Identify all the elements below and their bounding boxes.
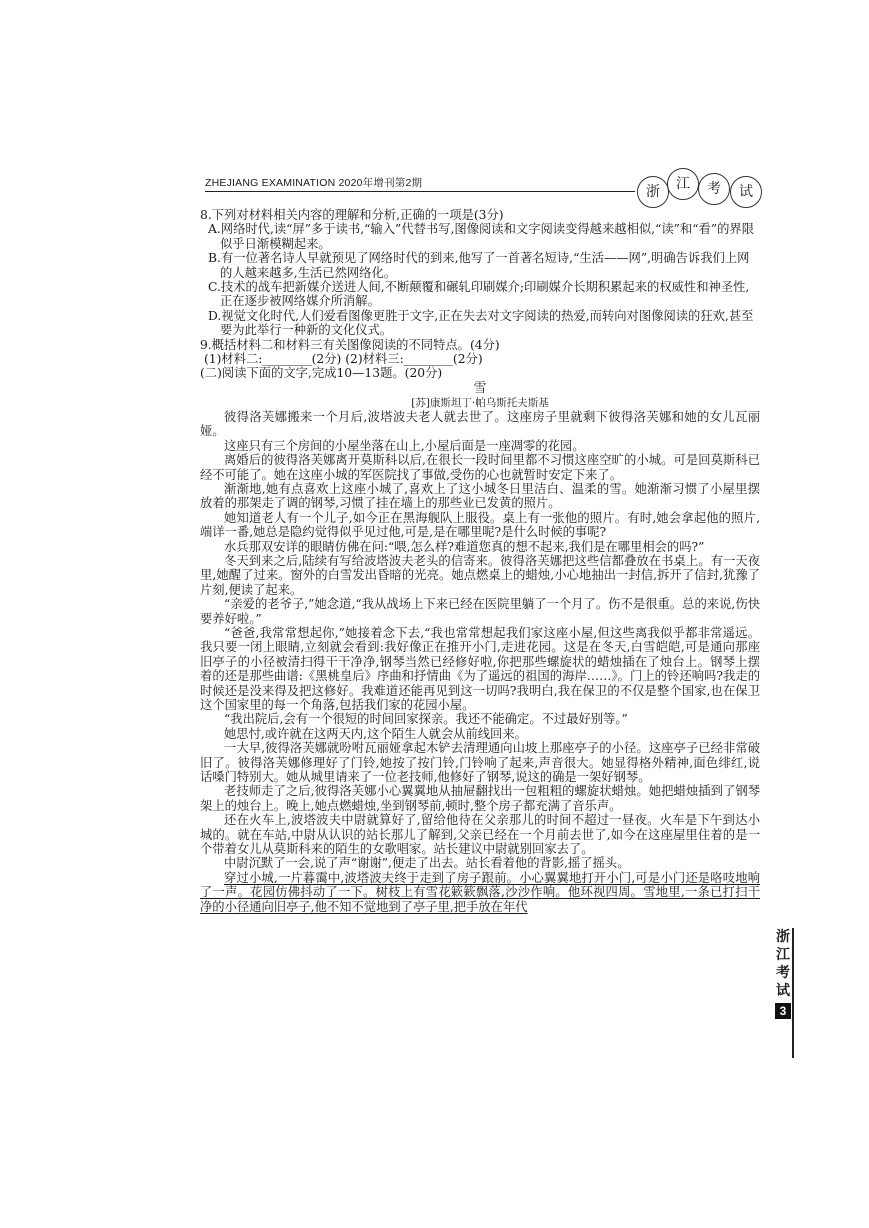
- story-paragraph: “亲爱的老爷子,”她念道,“我从战场上下来已经在医院里躺了一个月了。伤不是很重。总的来说,伤快要养好啦。”: [200, 597, 760, 626]
- story-paragraph: 她知道老人有一个儿子,如今正在黑海舰队上服役。桌上有一张他的照片。有时,她会拿起他的照片,端详一番,她总是隐约觉得似乎见过他,可是,是在哪里呢?是什么时候的事呢?: [200, 510, 760, 540]
- story-title: 雪: [473, 380, 487, 396]
- story-paragraph: 老技师走了之后,彼得洛芙娜小心翼翼地从抽屉翻找出一包粗粗的螺旋状蜡烛。她把蜡烛插到了钢琴架上的烛台上。晚上,她点燃蜡烛,坐到钢琴前,顿时,整个房子都充满了音乐声。: [200, 784, 760, 813]
- story-paragraph: 她思忖,或许就在这两天内,这个陌生人就会从前线回来。: [224, 726, 527, 741]
- story-paragraph-underlined: 穿过小城,一片暮霭中,波塔波夫终于走到了房子跟前。小心翼翼地打开小门,可是小门还是咯吱地响了一声。花园仿佛抖动了一下。树枝上有雪花簌簌飘落,沙沙作响。他环视四周。雪地里,一条已打扫干净的小径通向旧亭子,他不知不觉地到了亭子里,把手放在年代: [200, 870, 760, 914]
- logo-char-4: 试: [730, 176, 762, 208]
- story-author: [苏]康斯坦丁·帕乌斯托夫斯基: [411, 396, 549, 409]
- story-paragraph: 一大早,彼得洛芙娜就吩咐瓦丽娅拿起木铲去清理通向山坡上那座亭子的小径。这座亭子已经非常破旧了。彼得洛芙娜修理好了门铃,她按了按门铃,门铃响了起来,声音很大。她显得格外精神,面色绯红,说话嗓门特别大。她从城里请来了一位老技师,他修好了钢琴,说这的确是一架好钢琴。: [200, 741, 760, 785]
- side-tab-char: 试: [776, 983, 790, 999]
- logo-char-1: 浙: [637, 176, 669, 208]
- story-paragraph: 这座只有三个房间的小屋坐落在山上,小屋后面是一座凋零的花园。: [224, 438, 585, 453]
- question-8-option-c: C.技术的战车把新媒介送进人间,不断颠覆和碾轧印刷媒介;印刷媒介长期积累起来的权威性和神圣性,正在逐步被网络媒介所消解。: [208, 280, 750, 309]
- story-paragraph: 彼得洛芙娜搬来一个月后,波塔波夫老人就去世了。这座房子里就剩下彼得洛芙娜和她的女儿瓦丽娅。: [200, 409, 760, 439]
- page-content: [200, 208, 760, 914]
- page-header: [205, 168, 765, 208]
- story-paragraph: 还在火车上,波塔波夫中尉就算好了,留给他待在父亲那儿的时间不超过一昼夜。火车是下午到达小城的。就在车站,中尉从认识的站长那儿了解到,父亲已经在一个月前去世了,如今在这座屋里住着的是一个带着女儿从莫斯科来的陌生的女歌唱家。站长建议中尉就别回家去了。: [200, 813, 760, 857]
- story-paragraph: 水兵那双安详的眼睛仿佛在问:“喂,怎么样?难道您真的想不起来,我们是在哪里相会的吗?”: [224, 539, 705, 554]
- side-tab-char: 江: [776, 947, 790, 963]
- logo-char-2: 江: [667, 168, 699, 200]
- side-tab: [773, 928, 793, 1000]
- question-8-option-a: A.网络时代,读“屏”多于读书,“输入”代替书写,图像阅读和文字阅读变得越来越相似,“读”和“看”的界限似乎日渐模糊起来。: [208, 222, 754, 251]
- header-rule: [205, 191, 635, 192]
- question-9-blanks: (1)材料二:________(2分) (2)材料三:________(2分): [204, 352, 483, 367]
- story-paragraph: 离婚后的彼得洛芙娜离开莫斯科以后,在很长一段时间里都不习惯这座空旷的小城。可是回莫斯科已经不可能了。她在这座小城的军医院找了事做,受伤的心也就暂时安定下来了。: [200, 453, 760, 482]
- journal-logo: [635, 168, 765, 208]
- question-8-stem: 8.下列对材料相关内容的理解和分析,正确的一项是(3分): [200, 208, 504, 222]
- question-8-option-b: B.有一位著名诗人早就预见了网络时代的到来,他写了一首著名短诗,“生活——网”,明确告诉我们上网的人越来越多,生活已然网络化。: [208, 251, 750, 280]
- story-paragraph: 渐渐地,她有点喜欢上这座小城了,喜欢上了这小城冬日里洁白、温柔的雪。她渐渐习惯了小屋里摆放着的那架走了调的钢琴,习惯了挂在墙上的那些业已发黄的照片。: [200, 481, 760, 511]
- side-tab-rule: [792, 928, 794, 1058]
- story-paragraph: 冬天到来之后,陆续有写给波塔波夫老头的信寄来。彼得洛芙娜把这些信都叠放在书桌上。有一天夜里,她醒了过来。窗外的白雪发出昏暗的光亮。她点燃桌上的蜡烛,小心地抽出一封信,拆开了信封,犹豫了片刻,便读了起来。: [200, 553, 760, 597]
- side-tab-char: 浙: [776, 929, 790, 945]
- journal-title: ZHEJIANG EXAMINATION 2020年增刊第2期: [205, 177, 423, 189]
- story-paragraph: “我出院后,会有一个很短的时间回家探亲。我还不能确定。不过最好别等。”: [224, 712, 628, 727]
- story-paragraph: 中尉沉默了一会,说了声“谢谢”,便走了出去。站长看着他的背影,摇了摇头。: [224, 856, 630, 871]
- logo-char-3: 考: [698, 173, 730, 205]
- side-tab-char: 考: [776, 965, 790, 981]
- section-2-heading: (二)阅读下面的文字,完成10—13题。(20分): [200, 366, 443, 381]
- question-9-stem: 9.概括材料二和材料三有关图像阅读的不同特点。(4分): [200, 337, 500, 352]
- page-number: 3: [775, 1003, 791, 1019]
- story-paragraph: “爸爸,我常常想起你,”她接着念下去,“我也常常想起我们家这座小屋,但这些离我似乎都非常遥远。我只要一闭上眼睛,立刻就会看到:我好像正在推开小门,走进花园。这是在冬天,白雪皑皑,可是通向那座旧亭子的小径被清扫得干干净净,钢琴当然已经修好啦,你把那些螺旋状的蜡烛插在了烛台上。钢琴上摆着的还是那些曲谱:《黑桃皇后》序曲和抒情曲《为了遥远的祖国的海岸……》。门上的铃还响吗?我走的时候还是没来得及把这修好。我难道还能再见到这一切吗?我明白,我在保卫的不仅是整个国家,也在保卫这个国家里的每一个角落,包括我们家的花园小屋。: [200, 625, 760, 712]
- question-8-option-d: D.视觉文化时代,人们爱看图像更胜于文字,正在失去对文字阅读的热爱,而转向对图像阅读的狂欢,甚至要为此举行一种新的文化仪式。: [208, 308, 754, 338]
